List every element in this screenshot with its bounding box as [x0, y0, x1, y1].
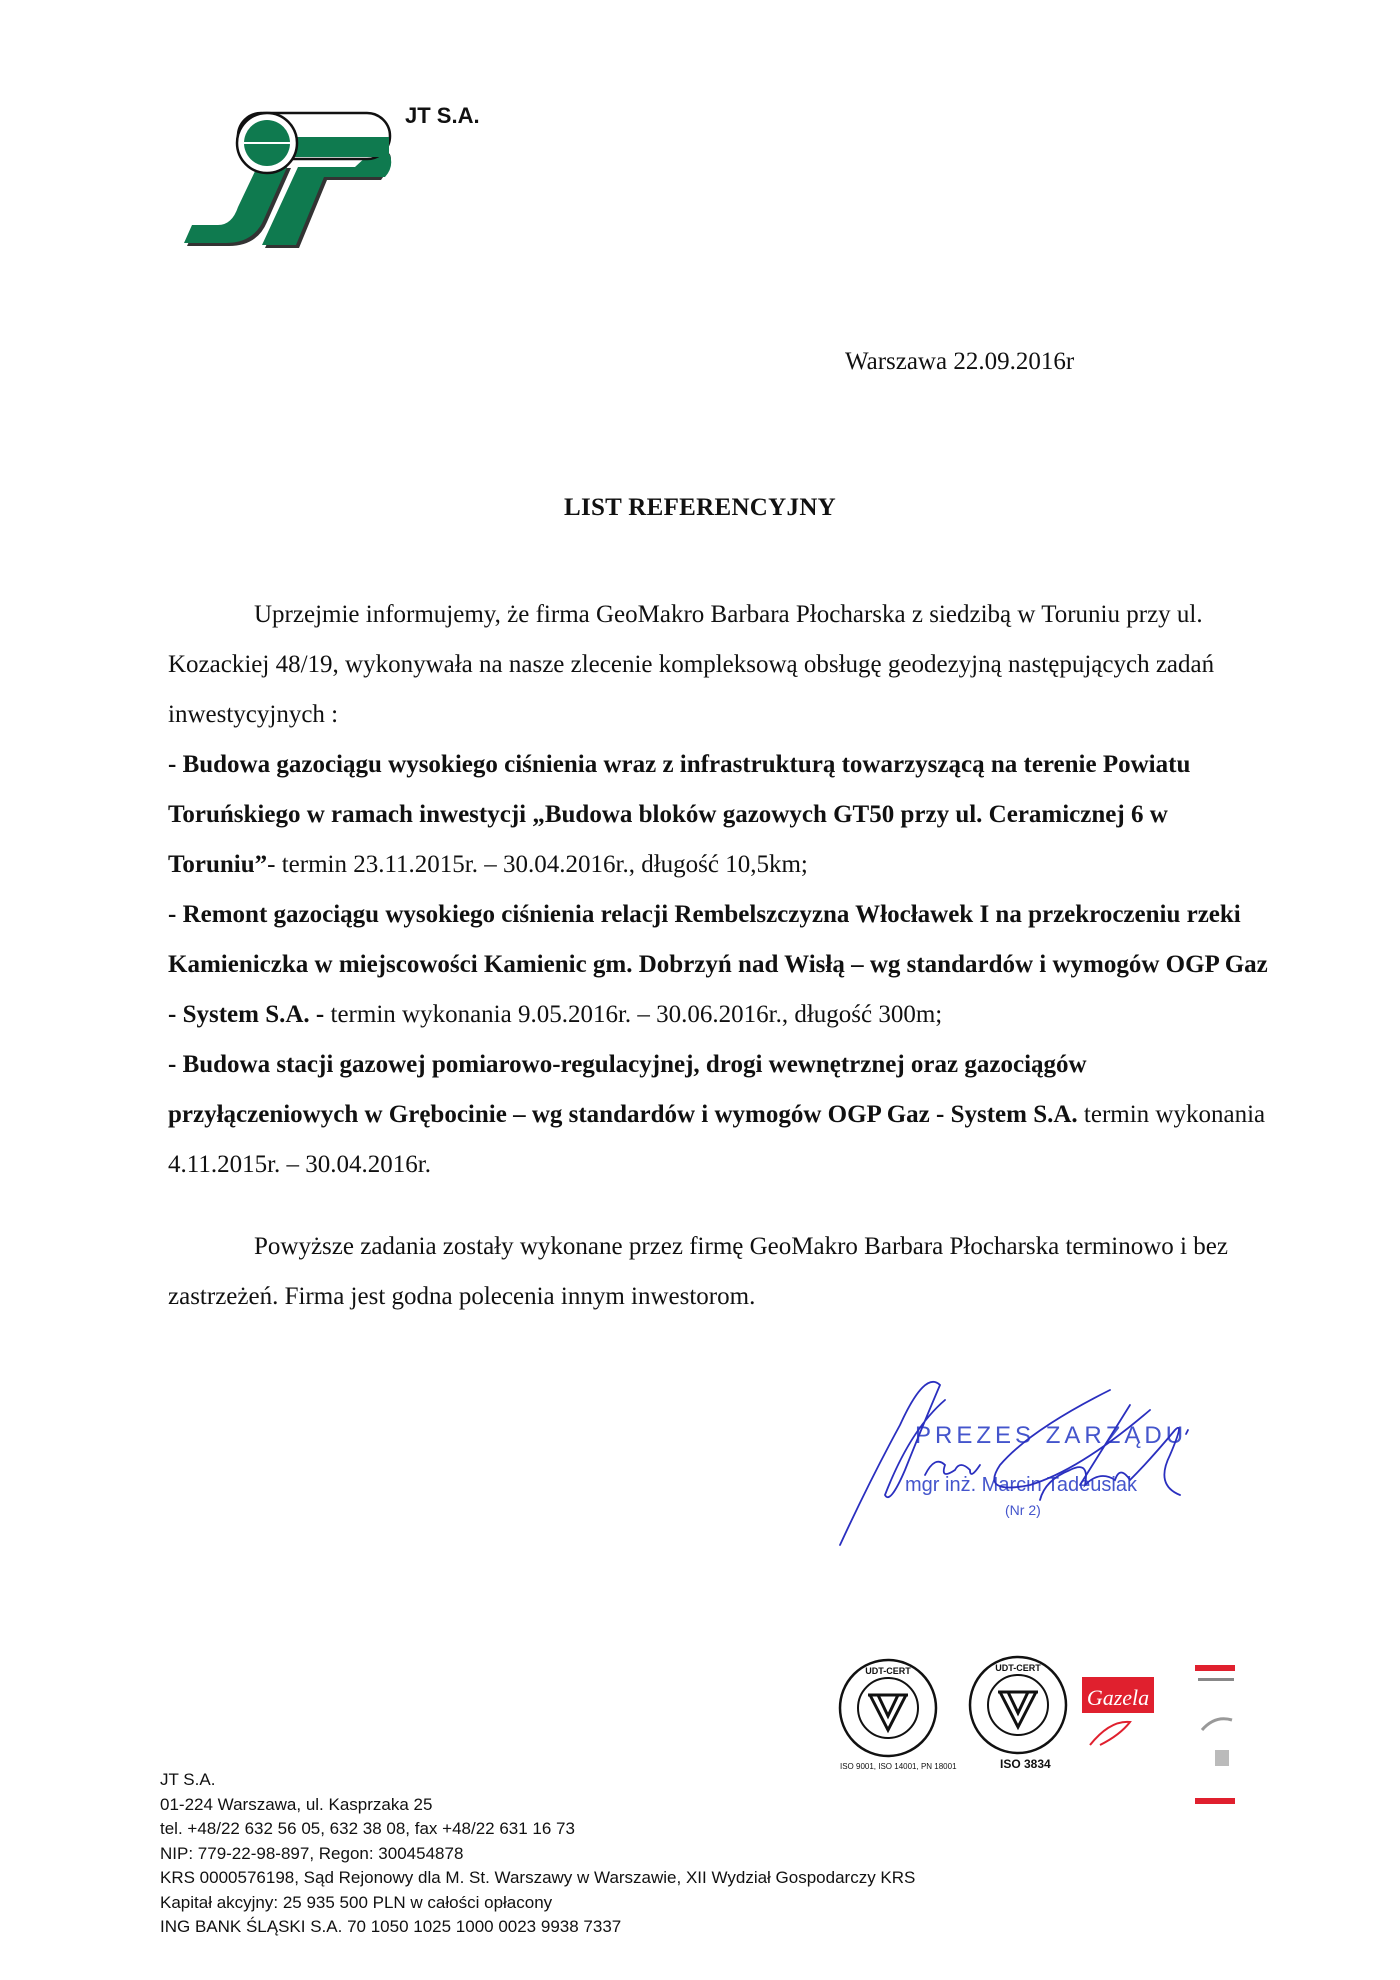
handwritten-signature: [830, 1370, 1260, 1590]
item-details: termin wykonania 4.11.2015r. – 30.04.2016r.: [168, 1101, 1266, 1178]
footer-line: NIP: 779-22-98-897, Regon: 300454878: [160, 1843, 464, 1863]
udt-cert-badge-1: [840, 1660, 936, 1756]
place-date: Warszawa 22.09.2016r: [845, 348, 1075, 375]
item-title: - Remont gazociągu wysokiego ciśnienia relacji Rembelszczyzna Włocławek I na przekroczeniu rzeki Kamieniczka w miejscowości Kamienic gm. Dobrzyń nad Wisłą – wg standardów i wymogów OGP Gaz - System S.A. -: [168, 901, 1268, 1028]
footer-line: KRS 0000576198, Sąd Rejonowy dla M. St. Warszawy w Warszawie, XII Wydział Gospodarczy KRS: [160, 1868, 916, 1887]
gazela-badge: [1082, 1677, 1154, 1745]
item-title: - Budowa stacji gazowej pomiarowo-regulacyjnej, drogi wewnętrznej oraz gazociągów przyłączeniowych w Grębocinie – wg standardów i wymogów OGP Gaz - System S.A.: [168, 1051, 1087, 1128]
letter-body: [168, 590, 1268, 1190]
item-details: - termin 23.11.2015r. – 30.04.2016r., długość 10,5km;: [267, 851, 808, 878]
closing-text: Powyższe zadania zostały wykonane przez firmę GeoMakro Barbara Płocharska terminowo i bez zastrzeżeń. Firma jest godna polecenia innym inwestorom.: [168, 1233, 1228, 1310]
gazela-small-badges: [1195, 1665, 1235, 1804]
company-name: JT S.A.: [405, 103, 480, 128]
item-title: - Budowa gazociągu wysokiego ciśnienia wraz z infrastrukturą towarzyszącą na terenie Powiatu Toruńskiego w ramach inwestycji „Budowa bloków gazowych GT50 przy ul. Ceramicznej 6 w Toruniu”: [168, 751, 1191, 878]
investment-item: [168, 890, 1268, 1040]
jt-logo-bar-fill: [285, 137, 389, 157]
svg-text:Gazela: Gazela: [1086, 1685, 1150, 1710]
stamp-name: mgr inż. Marcin Tadeusiak: [905, 1474, 1137, 1496]
footer-line: Kapitał akcyjny: 25 935 500 PLN w całości opłacony: [160, 1892, 553, 1912]
stamp-title: PREZES ZARZĄDU: [915, 1422, 1188, 1449]
letter-title: LIST REFERENCYJNY: [563, 494, 837, 521]
footer-line: 01-224 Warszawa, ul. Kasprzaka 25: [160, 1794, 433, 1814]
investment-item: [168, 740, 1268, 890]
closing-paragraph: [168, 1222, 1268, 1322]
svg-text:UDT-CERT: UDT-CERT: [865, 1666, 911, 1676]
stamp-number: (Nr 2): [1005, 1502, 1041, 1518]
company-footer: [160, 1768, 915, 1940]
cert-label-iso3834: ISO 3834: [1000, 1757, 1051, 1771]
cert-label-iso9001: ISO 9001, ISO 14001, PN 18001: [840, 1762, 957, 1771]
svg-text:UDT-CERT: UDT-CERT: [995, 1663, 1041, 1673]
jt-logo: [180, 95, 410, 255]
intro-paragraph: Uprzejmie informujemy, że firma GeoMakro Barbara Płocharska z siedzibą w Toruniu przy ul. Kozackiej 48/19, wykonywała na nasze zlecenie kompleksową obsługę geodezyjną następujących zadań inwestycyjnych :: [168, 601, 1215, 728]
footer-line: tel. +48/22 632 56 05, 632 38 08, fax +48/22 631 16 73: [160, 1819, 575, 1838]
footer-line: JT S.A.: [160, 1770, 216, 1789]
item-details: termin wykonania 9.05.2016r. – 30.06.2016r., długość 300m;: [324, 1001, 943, 1028]
udt-cert-badge-2: [970, 1657, 1066, 1753]
footer-line: ING BANK ŚLĄSKI S.A. 70 1050 1025 1000 0023 9938 7337: [160, 1917, 622, 1936]
investment-item: [168, 1040, 1268, 1190]
